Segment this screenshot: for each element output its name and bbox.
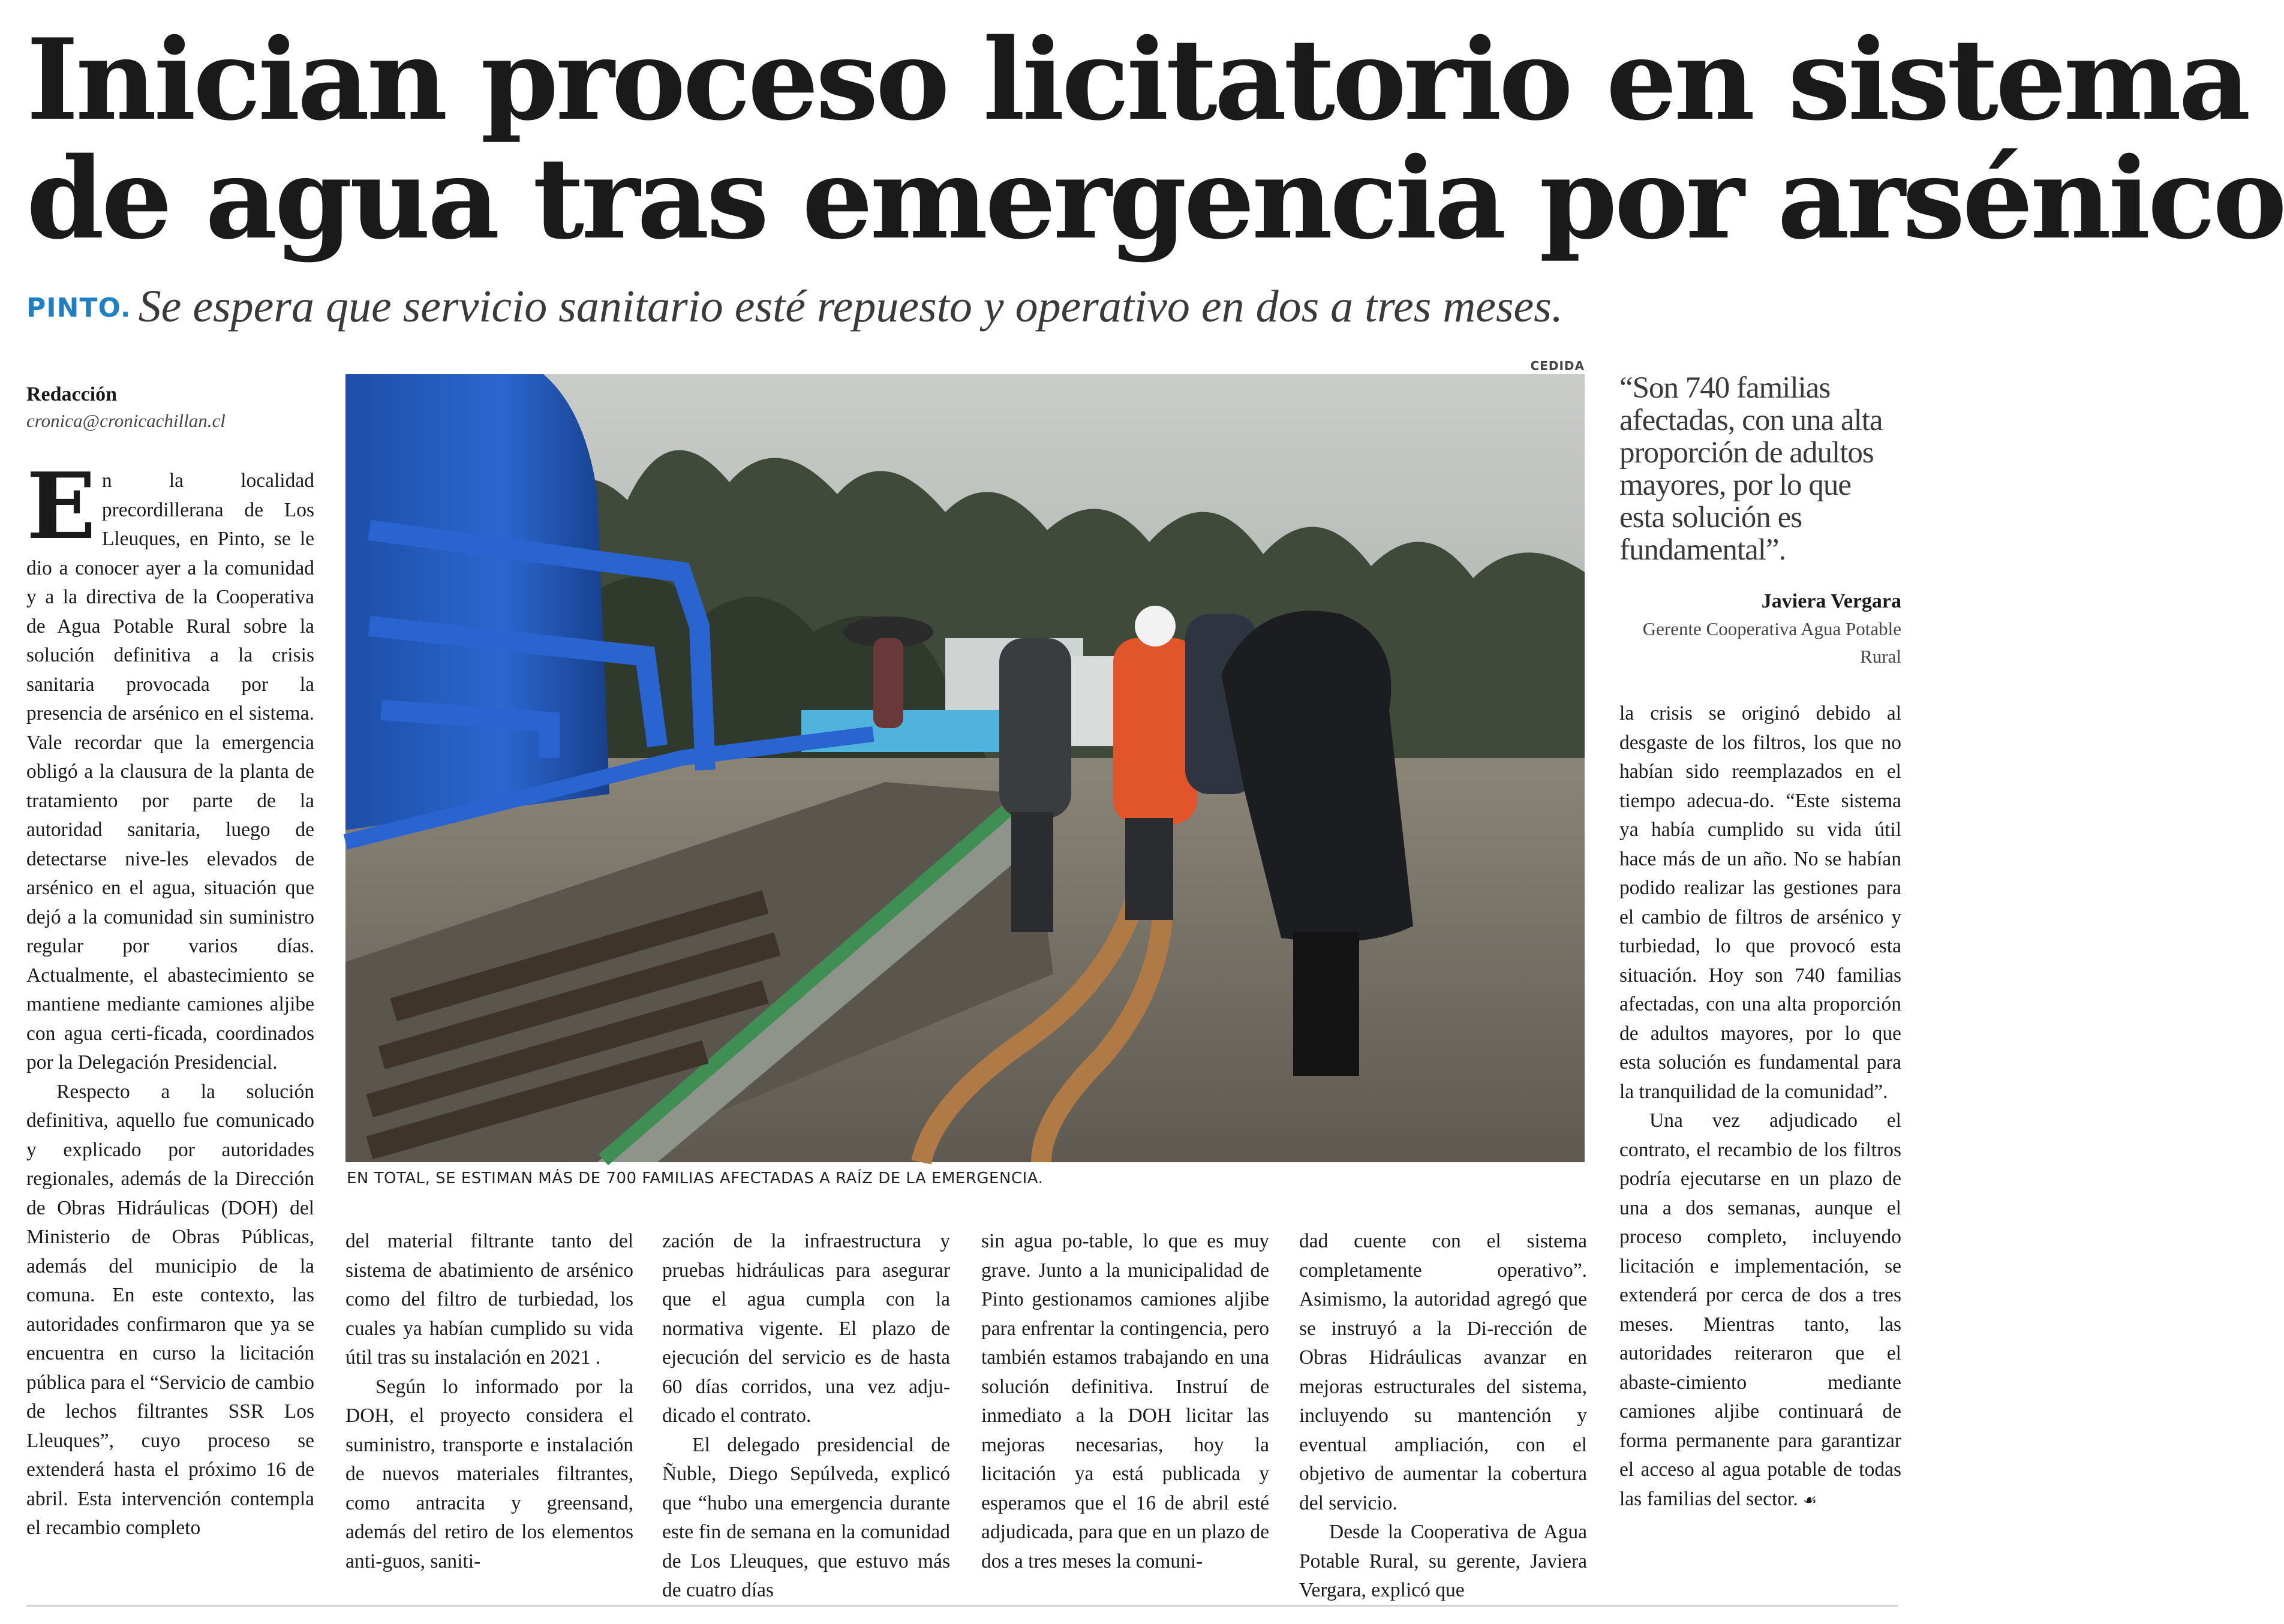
location-kicker: PINTO. — [26, 293, 131, 323]
quote-role: Gerente Cooperativa Agua Potable Rural — [1642, 618, 1901, 667]
headline-line-2: de agua tras emergencia por arsénico — [26, 133, 2284, 264]
subheadline: Se espera que servicio sanitario esté repuesto y operativo en dos a tres meses. — [138, 281, 1563, 332]
paragraph — [26, 452, 314, 1078]
headline-line-1: Inician proceso licitatorio en sistema — [26, 14, 2248, 145]
paragraph: Desde la Cooperativa de Agua Potable Rural, su gerente, Javiera Vergara, explicó que — [1299, 1521, 1587, 1601]
article-column-6 — [1619, 699, 1901, 1515]
paragraph: la crisis se originó debido al desgaste de los filtros, los que no habían sido reemplazados en el tiempo adecua-do. “Este sistema ya había cumplido su vida útil hace más de un año. No se habían podido realizar las gestiones para el cambio de filtros de arsénico y turbiedad, lo que provocó esta situación. Hoy son 740 familias afectadas, con una alta proporción de adultos mayores, por lo que esta solución es fundamental para la tranquilidad de la comunidad”. — [1619, 702, 1901, 1103]
legs — [1011, 812, 1053, 932]
paragraph: zación de la infraestructura y pruebas hidráulicas para asegurar que el agua cumpla con la normativa vigente. El plazo de ejecución del servicio es de hasta 60 días corridos, una vez adju-dicado el contrato. — [662, 1230, 950, 1427]
water-tank — [345, 374, 609, 830]
article-column-3 — [662, 1227, 950, 1605]
legs — [1125, 818, 1173, 920]
article-column-1 — [26, 452, 314, 1543]
deck — [26, 281, 1563, 333]
headline — [26, 14, 2284, 264]
legs — [1293, 932, 1359, 1076]
bottom-rule — [26, 1605, 1898, 1607]
photo-caption: EN TOTAL, SE ESTIMAN MÁS DE 700 FAMILIAS AFECTADAS A RAÍZ DE LA EMERGENCIA. — [347, 1169, 1044, 1187]
drop-cap: E — [26, 452, 96, 560]
paragraph-text: Una vez adjudicado el contrato, el recambio de los filtros podría ejecutarse en un plazo de una a dos semanas, aunque el proceso completo, incluyendo licitación e implementación, se extenderá por cerca de dos a tres meses. Mientras tanto, las autoridades reiteraron que el abaste-cimiento mediante camiones aljibe continuará de forma permanente para garantizar el acceso al agua potable de todas las familias del sector. — [1619, 1109, 1901, 1510]
article-column-5 — [1299, 1227, 1587, 1605]
paragraph: sin agua po-table, lo que es muy grave. Junto a la municipalidad de Pinto gestionamos camiones aljibe para enfrentar la contingencia, pero también estamos trabajando en una solución definitiva. Instruí de inmediato a la DOH licitar las mejoras necesarias, hoy la licitación ya está publicada y esperamos que el 16 de abril esté adjudicada, para que en un plazo de dos a tres meses la comuni- — [981, 1230, 1269, 1572]
article-column-2 — [345, 1227, 633, 1576]
article-column-4 — [981, 1227, 1269, 1576]
white-helmet — [1135, 606, 1176, 646]
person-orange-jacket — [1113, 638, 1197, 824]
paragraph — [1619, 1106, 1901, 1515]
paragraph: dad cuente con el sistema completamente operativo”. Asimismo, la autoridad agregó que se instruyó a la Di-rección de Obras Hidráulicas avanzar en mejoras estructurales del sistema, incluyendo su mantención y eventual ampliación, con el objetivo de aumentar la cobertura del servicio. — [1299, 1230, 1587, 1514]
person-umbrella — [873, 638, 903, 728]
photo-credit: CEDIDA — [1530, 359, 1585, 373]
byline — [26, 381, 314, 434]
person-dark-jacket — [999, 638, 1071, 818]
paragraph: El delegado presidencial de Ñuble, Diego Sepúlveda, explicó que “hubo una emergencia durante este fin de semana en la comunidad de Los Lleuques, que estuvo más de cuatro días — [662, 1433, 950, 1601]
paragraph-text: n la localidad precordillerana de Los Lleuques, en Pinto, se le dio a conocer ayer a la comunidad y a la directiva de la Cooperativa de Agua Potable Rural sobre la solución definitiva a la crisis sanitaria provocada por la presencia de arsénico en el sistema. Vale recordar que la emergencia obligó a la clausura de la planta de tratamiento por parte de la autoridad sanitaria, luego de detectarse nive-les elevados de arsénico en el agua, situación que dejó a la comunidad sin suministro regular por varios días. Actualmente, el abastecimiento se mantiene mediante camiones aljibe con agua certi-ficada, coordinados por la Delegación Presidencial. — [26, 470, 314, 1073]
paragraph: Respecto a la solución definitiva, aquello fue comunicado y explicado por autoridades regionales, además de la Dirección de Obras Hidráulicas (DOH) del Ministerio de Obras Públicas, además del municipio de la comuna. En este contexto, las autoridades confirmaron que ya se encuentra en curso la licitación pública para el “Servicio de cambio de lechos filtrantes SSR Los Lleuques”, cuyo proceso se extenderá hasta el próximo 16 de abril. Esta intervención contempla el recambio completo — [26, 1080, 314, 1539]
end-mark-icon: ☙ — [1803, 1491, 1817, 1509]
paragraph: Según lo informado por la DOH, el proyecto considera el suministro, transporte e instalación de nuevos materiales filtrantes, como antracita y greensand, además del retiro de los elementos anti-guos, saniti- — [345, 1375, 633, 1572]
quote-author: Javiera Vergara — [1761, 590, 1901, 612]
byline-name: Redacción — [26, 383, 118, 405]
byline-email[interactable]: cronica@cronicachillan.cl — [26, 410, 226, 431]
news-photo — [345, 374, 1585, 1162]
pull-quote: “Son 740 familias afectadas, con una alta proporción de adultos mayores, por lo que esta solución es fundamental”. — [1619, 371, 1883, 567]
photo-illustration — [345, 374, 1585, 1162]
paragraph: del material filtrante tanto del sistema de abatimiento de arsénico como del filtro de turbiedad, los cuales ya habían cumplido su vida útil tras su instalación en 2021 . — [345, 1230, 633, 1369]
